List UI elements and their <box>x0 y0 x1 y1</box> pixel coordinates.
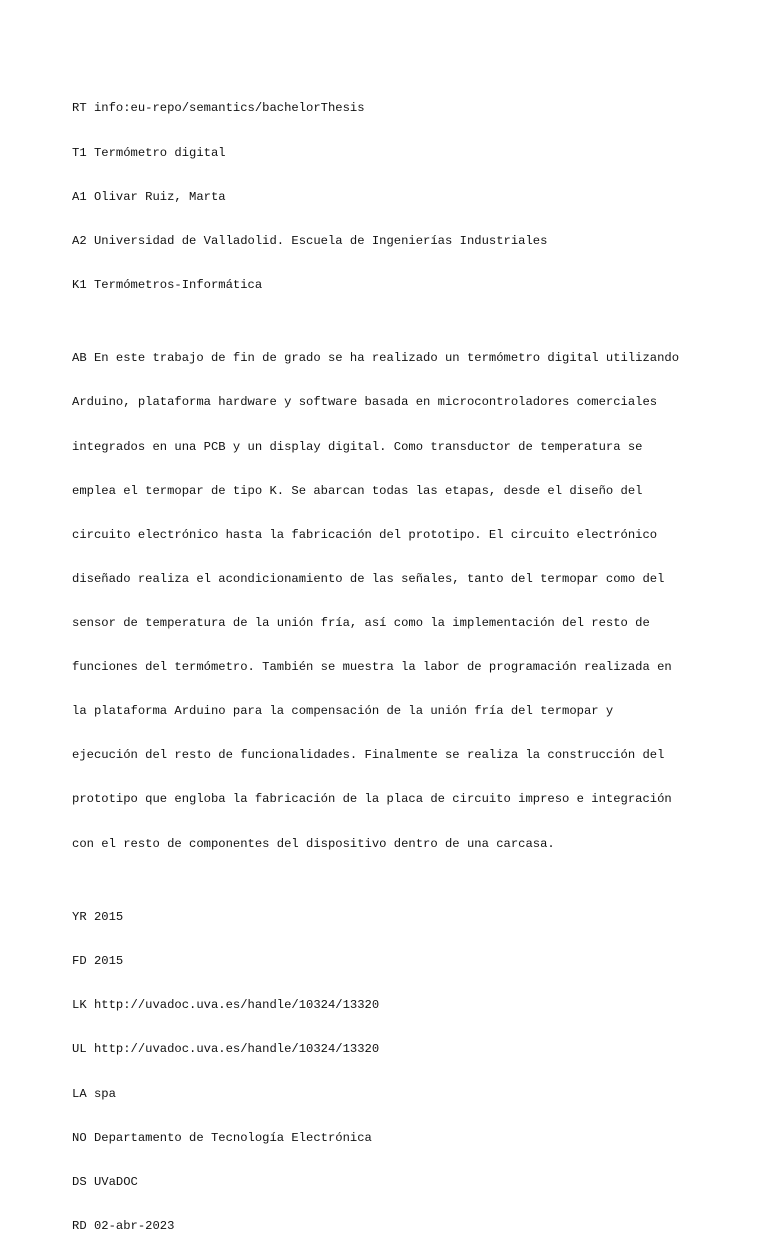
retrieved-date-line: RD 02-abr-2023 <box>72 1218 175 1233</box>
abstract-line: diseñado realiza el acondicionamiento de las señales, tanto del termopar como del <box>72 571 665 586</box>
abstract-line: emplea el termopar de tipo K. Se abarcan todas las etapas, desde el diseño del <box>72 483 643 498</box>
note-line: NO Departamento de Tecnología Electrónica <box>72 1130 372 1145</box>
abstract-line: ejecución del resto de funcionalidades. Finalmente se realiza la construcción del <box>72 748 665 763</box>
year-line: YR 2015 <box>72 910 124 925</box>
abstract-line: integrados en una PCB y un display digital. Como transductor de temperatura se <box>72 439 643 454</box>
data-source-line: DS UVaDOC <box>72 1174 138 1189</box>
institution-line: A2 Universidad de Valladolid. Escuela de Ingenierías Industriales <box>72 233 548 248</box>
link-line: LK http://uvadoc.uva.es/handle/10324/13320 <box>72 998 380 1013</box>
abstract-line: con el resto de componentes del dispositivo dentro de una carcasa. <box>72 836 555 851</box>
author-line: A1 Olivar Ruiz, Marta <box>72 189 226 204</box>
title-line: T1 Termómetro digital <box>72 145 226 160</box>
language-line: LA spa <box>72 1086 116 1101</box>
abstract-line: prototipo que engloba la fabricación de la placa de circuito impreso e integración <box>72 792 672 807</box>
abstract-line: sensor de temperatura de la unión fría, así como la implementación del resto de <box>72 616 650 631</box>
abstract-line: AB En este trabajo de fin de grado se ha realizado un termómetro digital utilizando <box>72 351 680 366</box>
abstract-block <box>72 322 712 881</box>
keywords-line: K1 Termómetros-Informática <box>72 277 263 292</box>
record-type-line: RT info:eu-repo/semantics/bachelorThesis <box>72 101 365 116</box>
abstract-line: circuito electrónico hasta la fabricación del prototipo. El circuito electrónico <box>72 527 658 542</box>
abstract-line: la plataforma Arduino para la compensación de la unión fría del termopar y <box>72 704 614 719</box>
abstract-line: funciones del termómetro. También se muestra la labor de programación realizada en <box>72 660 672 675</box>
abstract-line: Arduino, plataforma hardware y software basada en microcontroladores comerciales <box>72 395 658 410</box>
date-line: FD 2015 <box>72 954 124 969</box>
url-line: UL http://uvadoc.uva.es/handle/10324/13320 <box>72 1042 380 1057</box>
bibliographic-record <box>72 72 712 1248</box>
